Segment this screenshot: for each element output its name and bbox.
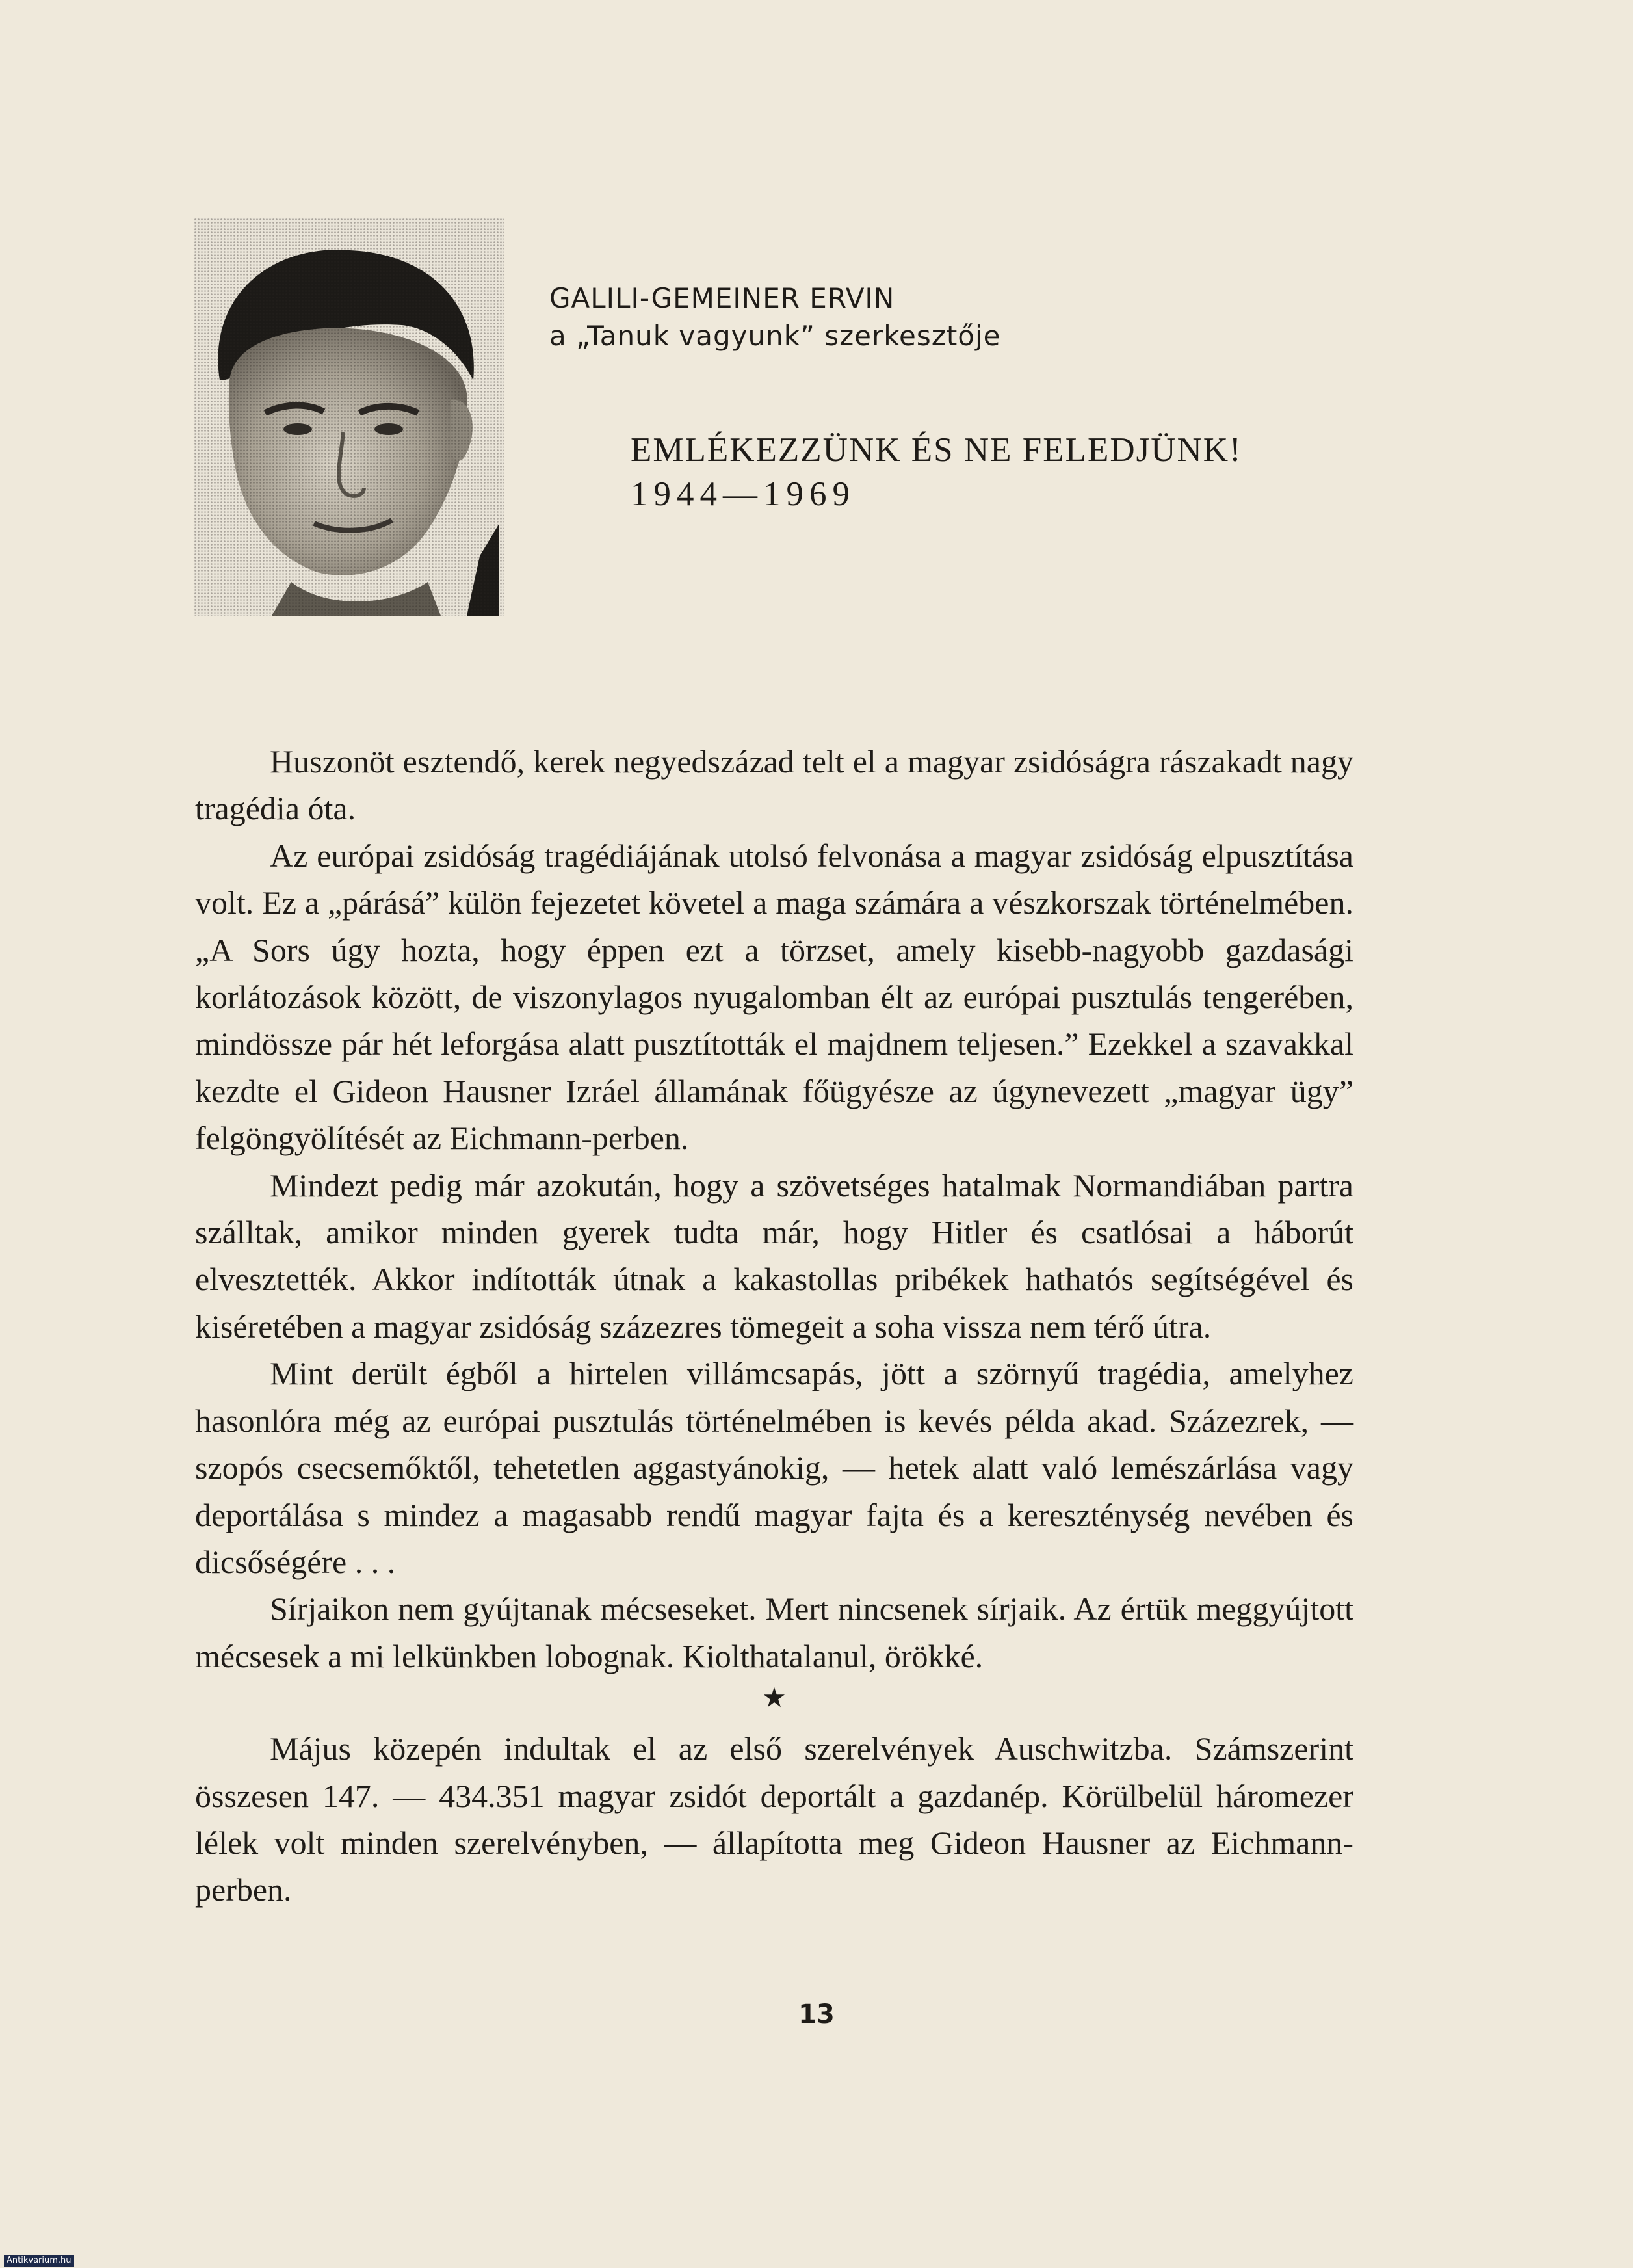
watermark: Antikvarium.hu (4, 2255, 74, 2267)
page-number: 13 (798, 1999, 835, 2029)
paragraph: Mindezt pedig már azokután, hogy a szövetséges hatalmak Normandiában partra szálltak, amikor minden gyerek tudta már, hogy Hitler és csatlósai a háborút elvesztették. Akkor indították útnak a kakastollas pribékek hathatós segítségével és kiséretében a magyar zsidóság százezres tömegeit a soha vissza nem térő útra. (195, 1167, 1353, 1345)
paragraph: Május közepén indultak el az első szerelvények Auschwitzba. Számszerint összesen 147. — 434.351 magyar zsidót deportált a gazdanép. Körülbelül háromezer lélek volt minden szerelvényben, — állapította meg Gideon Hausner az Eichmann-perben. (195, 1730, 1353, 1908)
author-name: GALILI-GEMEINER ERVIN (549, 282, 895, 314)
article-title: EMLÉKEZZÜNK ÉS NE FELEDJÜNK! (631, 431, 1242, 469)
paragraph: Huszonöt esztendő, kerek negyedszázad telt el a magyar zsidóságra rászakadt nagy tragédia óta. (195, 743, 1353, 827)
paragraph: Sírjaikon nem gyújtanak mécseseket. Mert nincsenek sírjaik. Az értük meggyújtott mécsesek a mi lelkünkben lobognak. Kiolthatalanul, örökké. (195, 1590, 1353, 1674)
paragraph: Az európai zsidóság tragédiájának utolsó felvonása a magyar zsidóság elpusztítása volt. Ez a „párásá” külön fejezetet követel a maga számára a vészkorszak történelmében. „A Sors úgy hozta, hogy éppen ezt a törzset, amely kisebb-nagyobb gazdasági korlátozások között, de viszonylagos nyugalomban élt az európai pusztulás tengerében, mindössze pár hét leforgása alatt pusztították el majdnem teljesen.” Ezekkel a szavakkal kezdte el Gideon Hausner Izráel államának főügyésze az úgynevezett „magyar ügy” felgöngyölítését az Eichmann-perben. (195, 837, 1353, 1157)
author-role: a „Tanuk vagyunk” szerkesztője (549, 320, 1001, 352)
author-block (549, 280, 1001, 355)
article-heading (631, 428, 1242, 516)
paragraph: Mint derült égből a hirtelen villámcsapás, jött a szörnyű tragédia, amelyhez hasonlóra még az európai pusztulás történelmében is kevés példa akad. Százezrek, — szopós csecsemőktől, tehetetlen aggastyánokig, — hetek alatt való lemészárlása vagy deportálása s mindez a magasabb rendű magyar fajta és a kereszténység nevében és dicsőségére . . . (195, 1355, 1353, 1580)
article-body (195, 738, 1353, 1914)
section-separator-star-icon: ★ (762, 1681, 787, 1714)
article-years: 1944—1969 (631, 475, 856, 513)
author-portrait (194, 218, 504, 616)
